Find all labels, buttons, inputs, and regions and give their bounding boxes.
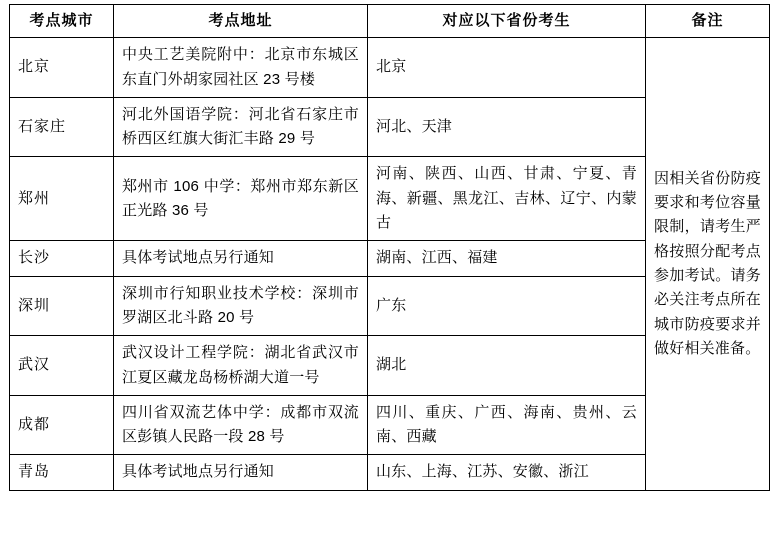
cell-city: 郑州 <box>10 157 114 241</box>
cell-provinces: 河北、天津 <box>368 97 646 157</box>
cell-provinces: 广东 <box>368 276 646 336</box>
provinces-text: 四川、重庆、广西、海南、贵州、云南、西藏 <box>376 403 637 446</box>
column-header-note: 备注 <box>646 5 770 38</box>
cell-address <box>114 276 368 336</box>
provinces-text: 河南、陕西、山西、甘肃、宁夏、青海、新疆、黑龙江、吉林、辽宁、内蒙古 <box>376 165 637 232</box>
cell-address <box>114 455 368 490</box>
address-text: 四川省双流艺体中学：成都市双流区彭镇人民路一段 28 号 <box>122 403 359 446</box>
cell-city: 成都 <box>10 395 114 455</box>
address-text: 中央工艺美院附中：北京市东城区东直门外胡家园社区 23 号楼 <box>122 46 359 88</box>
exam-sites-document <box>0 4 778 546</box>
column-header-address: 考点地址 <box>114 5 368 38</box>
cell-city: 青岛 <box>10 455 114 490</box>
address-text: 深圳市行知职业技术学校：深圳市罗湖区北斗路 20 号 <box>122 284 359 326</box>
cell-provinces: 北京 <box>368 38 646 98</box>
table-row <box>10 38 770 98</box>
cell-address <box>114 157 368 241</box>
cell-address <box>114 336 368 396</box>
address-text: 武汉设计工程学院：湖北省武汉市江夏区藏龙岛杨桥湖大道一号 <box>122 344 359 386</box>
address-text: 具体考试地点另行通知 <box>122 249 275 267</box>
cell-city: 长沙 <box>10 241 114 276</box>
address-text: 具体考试地点另行通知 <box>122 463 275 481</box>
cell-address <box>114 97 368 157</box>
column-header-provinces: 对应以下省份考生 <box>368 5 646 38</box>
cell-city: 深圳 <box>10 276 114 336</box>
cell-city: 北京 <box>10 38 114 98</box>
cell-provinces: 山东、上海、江苏、安徽、浙江 <box>368 455 646 490</box>
table-header-row <box>10 5 770 38</box>
note-text: 因相关省份防疫要求和考位容量限制，请考生严格按照分配考点参加考试。请务必关注考点所在城市防疫要求并做好相关准备。 <box>654 169 761 357</box>
cell-address <box>114 241 368 276</box>
cell-address <box>114 38 368 98</box>
exam-sites-table <box>9 4 770 491</box>
address-text: 河北外国语学院：河北省石家庄市桥西区红旗大街汇丰路 29 号 <box>122 105 359 148</box>
cell-provinces: 湖南、江西、福建 <box>368 241 646 276</box>
cell-city: 石家庄 <box>10 97 114 157</box>
column-header-city: 考点城市 <box>10 5 114 38</box>
cell-note <box>646 38 770 490</box>
cell-provinces <box>368 395 646 455</box>
address-text: 郑州市 106 中学：郑州市郑东新区正光路 36 号 <box>122 177 359 219</box>
cell-address <box>114 395 368 455</box>
cell-provinces <box>368 157 646 241</box>
cell-provinces: 湖北 <box>368 336 646 396</box>
cell-city: 武汉 <box>10 336 114 396</box>
